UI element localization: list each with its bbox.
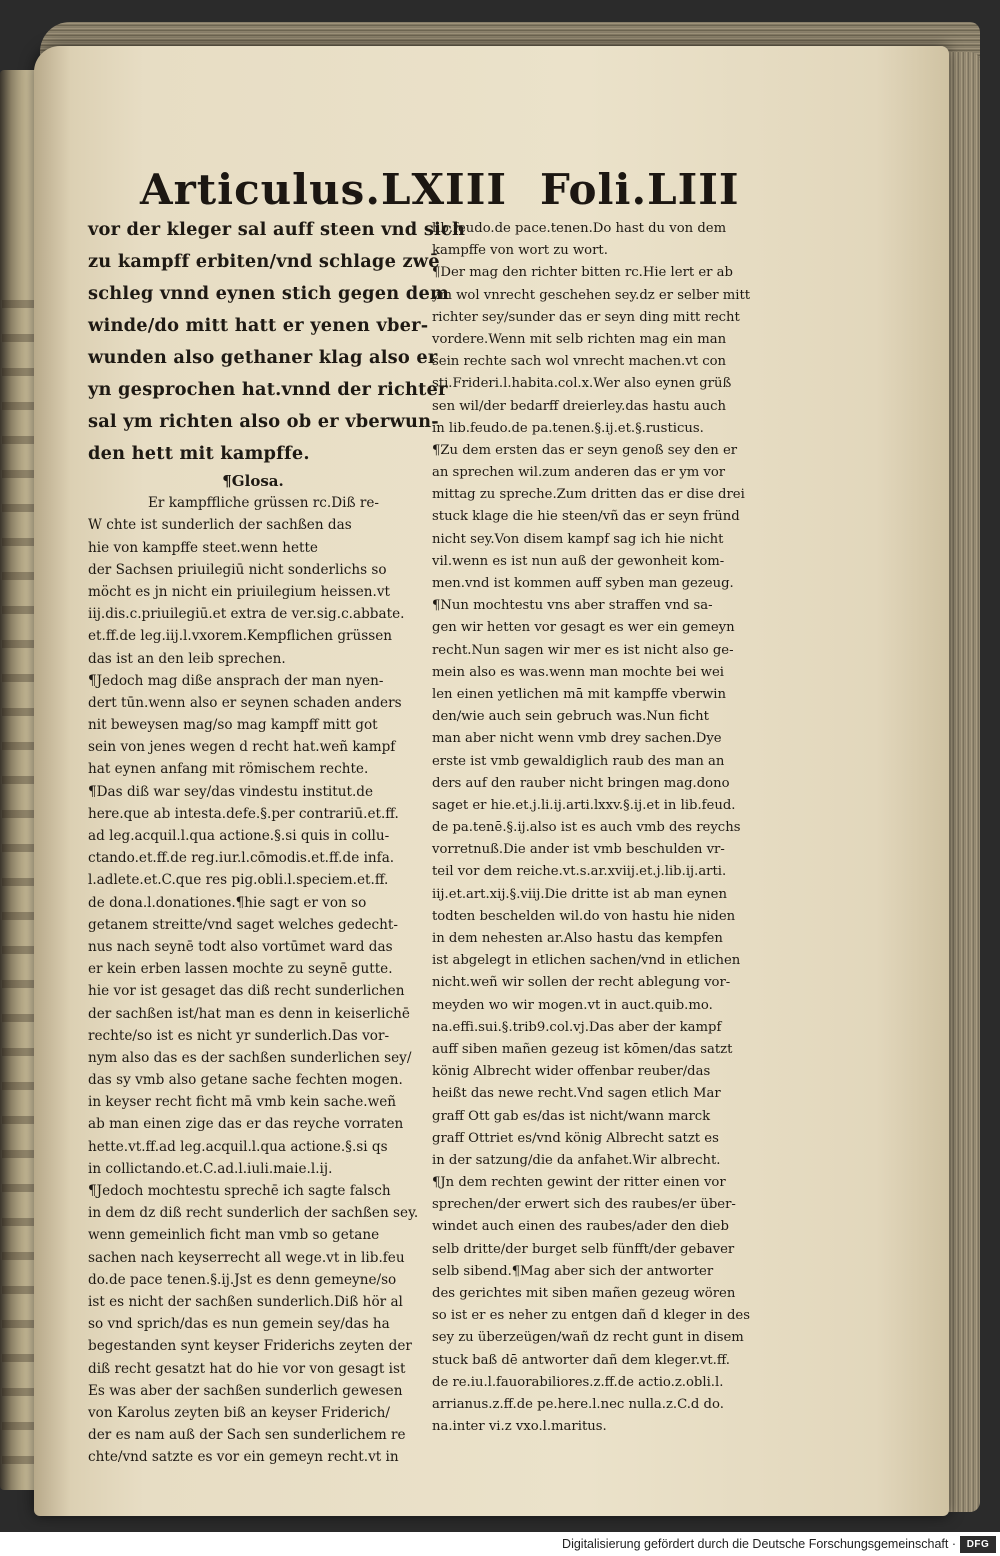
text-line: diß recht gesatzt hat do hie vor von gesagt ist [88,1360,406,1377]
text-line: de pa.tenē.§.ij.also ist es auch vmb des reychs [432,820,741,836]
text-line: nicht.weñ wir sollen der recht ablegung vor- [432,975,731,991]
text-line: ym wol vnrecht geschehen sey.dz er selber mitt [432,287,751,303]
text-line: Es was aber der sachßen sunderlich gewesen [88,1382,403,1399]
text-line: der Sachsen priuilegiū nicht sonderlichs so [88,561,387,578]
text-line: graff Ottriet es/vnd könig Albrecht satzt es [432,1130,719,1146]
text-line: l.adlete.et.C.que res pig.obli.l.speciem.et.ff. [88,872,389,889]
text-line: stuck klage die hie steen/vñ das er seyn fründ [432,509,740,525]
text-line: kampffe von wort zu wort. [432,243,608,259]
text-line: man aber nicht wenn vmb drey sachen.Dye [432,731,722,747]
text-line: erste ist vmb gewaldiglich raub des man an [432,753,725,769]
text-line: stuck baß dē antworter dañ dem kleger.vt.ff. [432,1352,730,1368]
text-line: na.inter vi.z vxo.l.maritus. [432,1419,607,1435]
text-line: sen wil/der bedarff dreierley.das hastu auch [432,398,726,414]
text-line: vorretnuß.Die ander ist vmb beschulden vr- [432,842,725,858]
text-line: vil.wenn es ist nun auß der gewonheit kom- [432,553,725,569]
text-line: rechte/so ist es nicht yr sunderlich.Das vor- [88,1027,390,1044]
text-line: ad leg.acquil.l.qua actione.§.si quis in collu- [88,828,390,844]
text-line: heißt das newe recht.Vnd sagen etlich Mar [432,1086,721,1102]
text-line: et.ff.de leg.iij.l.vxorem.Kempflichen grüssen [88,628,393,645]
text-line: hie von kampffe steet.wenn hette [88,539,318,556]
text-line: ¶Jedoch mochtestu sprechē ich sagte falsch [88,1183,391,1199]
text-line: vordere.Wenn mit selb richten mag ein man [432,331,727,347]
text-line: in dem dz diß recht sunderlich der sachßen sey. [88,1205,419,1222]
text-line: here.que ab intesta.defe.§.per contrariū.et.ff. [88,805,399,822]
text-line: das ist an den leib sprechen. [88,650,286,667]
text-line: des gerichtes mit siben mañen gezeug wören [432,1286,736,1301]
text-line: nus nach seynē todt also vortūmet ward das [88,938,393,955]
text-line: so vnd sprich/das es nun gemein sey/das ha [88,1316,390,1333]
text-line: ¶Glosa. [222,472,284,490]
text-line: an sprechen wil.zum anderen das er ym vor [432,465,726,481]
text-line: er kein erben lassen mochte zu seynē gutte. [88,961,393,978]
text-line: sey zu überzeügen/wañ dz recht gunt in disem [432,1330,744,1346]
text-line: ctando.et.ff.de reg.iur.l.cōmodis.et.ff.de infa. [88,850,395,867]
text-line: von Karolus zeyten biß an keyser Friderich/ [88,1404,391,1421]
text-line: selb sibend.¶Mag aber sich der antworter [432,1263,714,1279]
text-line: men.vnd ist kommen auff syben man gezeug. [432,576,734,591]
text-line: nicht sey.Von disem kampf sag ich hie nicht [432,531,724,547]
text-line: möcht es jn nicht ein priuilegium heissen.vt [88,583,391,600]
funding-notice: Digitalisierung gefördert durch die Deutsche Forschungsgemeinschaft · [562,1537,956,1551]
text-line: ist abgelegt in etlichen sachen/vnd in etlichen [432,953,741,969]
text-line: ¶Jn dem rechten gewint der ritter einen vor [432,1175,726,1191]
text-line: dert tūn.wenn also er seynen schaden anders [88,694,402,711]
text-line: iij.dis.c.priuilegiū.et extra de ver.sig.c.abbate. [88,606,405,623]
text-line: getanem streitte/vnd saget welches gedecht- [88,916,398,933]
text-line: gen wir hetten vor gesagt es wer ein gemeyn [432,620,735,636]
text-line: in der satzung/die da anfahet.Wir albrecht. [432,1152,721,1168]
text-line: sti.Frideri.l.habita.col.x.Wer also eynen grüß [432,376,732,392]
text-line: nit beweysen mag/so mag kampff mitt got [88,717,378,734]
footer-bar [0,1534,1000,1556]
text-line: de re.iu.l.fauorabiliores.z.ff.de actio.z.obli.l. [432,1374,724,1390]
text-line: ders auf den rauber nicht bringen mag.dono [432,775,730,791]
text-line: ¶Der mag den richter bitten rc.Hie lert er ab [432,265,733,281]
text-line: schleg vnnd eynen stich gegen dem [88,283,449,304]
text-line: den hett mit kampffe. [88,443,310,464]
text-line: mein also es was.wenn man mochte bei wei [432,664,724,680]
text-line: sachen nach keyserrecht all wege.vt in lib.feu [88,1249,405,1266]
text-line: sal ym richten also ob er vberwun- [88,411,439,432]
text-line: do.de pace tenen.§.ij.Jst es denn gemeyne/so [88,1271,397,1288]
text-line: yn gesprochen hat.vnnd der richter [88,379,448,400]
text-line: recht.Nun sagen wir mer es ist nicht also ge- [432,642,734,658]
text-line: ¶Das diß war sey/das vindestu institut.de [88,783,374,800]
text-line: zu kampff erbiten/vnd schlage zwē [88,251,440,272]
text-line: len einen yetlichen mā mit kampffe vberwin [432,686,727,702]
page-header-article: Articulus.LXIII [140,165,507,214]
text-line: in collictando.et.C.ad.l.iuli.maie.l.ij. [88,1160,333,1177]
text-line: könig Albrecht wider offenbar reuber/das [432,1064,711,1080]
text-line: mittag zu spreche.Zum dritten das er dise drei [432,487,745,503]
text-line: hette.vt.ff.ad leg.acquil.l.qua actione.§.si qs [88,1138,388,1155]
text-line: winde/do mitt hatt er yenen vber- [88,315,429,336]
text-line: auff siben mañen gezeug ist kōmen/das satzt [432,1041,733,1057]
text-line: ¶Zu dem ersten das er seyn genoß sey den er [432,442,738,458]
text-line: wenn gemeinlich ficht man vmb so getane [88,1227,380,1244]
text-line: teil vor dem reiche.vt.s.ar.xviij.et.j.lib.ij.arti. [432,864,727,880]
text-line: selb dritte/der burget selb fünfft/der gebaver [432,1241,735,1257]
text-line: wunden also gethaner klag also er [88,347,438,368]
text-line: begestanden synt keyser Friderichs zeyten der [88,1338,412,1355]
text-line: Er kampffliche grüssen rc.Diß re- [148,495,380,512]
text-line: nym also das es der sachßen sunderlichen sey/ [88,1049,412,1066]
text-line: todten beschelden wil.do von hastu hie niden [432,908,736,924]
text-line: vor der kleger sal auff steen vnd sich [88,219,466,240]
text-line: chte/vnd satzte es vor ein gemeyn recht.vt in [88,1449,399,1466]
text-line: sprechen/der erwert sich des raubes/er über- [432,1197,736,1213]
text-line: hie vor ist gesaget das diß recht sunderlichen [88,983,405,1000]
text-line: der es nam auß der Sach sen sunderlichem re [88,1427,406,1444]
text-line: in lib.feudo.de pa.tenen.§.ij.et.§.rusticus. [432,420,704,436]
text-line: saget er hie.et.j.li.ij.arti.lxxv.§.ij.et in lib.feud. [432,797,736,813]
text-line: de dona.l.donationes.¶hie sagt er von so [88,894,367,911]
text-line: graff Ott gab es/das ist nicht/wann marck [432,1108,711,1124]
text-line: arrianus.z.ff.de pe.here.l.nec nulla.z.C.d do. [432,1396,724,1412]
text-line: hat eynen anfang mit römischem rechte. [88,761,369,778]
right-text-column [432,218,772,1438]
text-line: in dem nehesten ar.Also hastu das kempfen [432,931,723,946]
facing-page-edge [0,70,38,1490]
dfg-logo: DFG [960,1536,996,1553]
text-line: ¶Nun mochtestu vns aber straffen vnd sa- [432,598,713,614]
page-header-folio: Foli.LIII [540,165,740,214]
text-line: sein von jenes wegen d recht hat.weñ kampf [88,739,396,756]
text-line: ab man einen zige das er das reyche vorraten [88,1116,404,1133]
text-line: windet auch einen des raubes/ader den dieb [432,1219,729,1235]
text-line: ¶Jedoch mag diße ansprach der man nyen- [88,672,384,689]
text-line: W chte ist sunderlich der sachßen das [88,517,352,534]
text-line: sein rechte sach wol vnrecht machen.vt con [432,354,727,370]
text-line: lib.feudo.de pace.tenen.Do hast du von dem [432,221,727,236]
text-line: in keyser recht ficht mā vmb kein sache.weñ [88,1094,397,1111]
text-line: iij.et.art.xij.§.viij.Die dritte ist ab man eynen [432,886,727,902]
text-line: richter sey/sunder das er seyn ding mitt recht [432,309,740,325]
text-line: na.effi.sui.§.trib9.col.vj.Das aber der kampf [432,1019,722,1035]
facing-page-text-fragment [2,300,36,1480]
text-line: den/wie auch sein gebruch was.Nun ficht [432,709,709,725]
text-line: der sachßen ist/hat man es denn in keiserlichē [88,1005,410,1022]
text-line: meyden wo wir mogen.vt in auct.quib.mo. [432,997,713,1013]
text-line: das sy vmb also getane sache fechten mogen. [88,1072,403,1089]
text-line: ist es nicht der sachßen sunderlich.Diß hör al [88,1293,403,1310]
left-text-column [88,214,466,1468]
text-line: so ist er es neher zu entgen dañ d kleger in des [432,1308,750,1324]
